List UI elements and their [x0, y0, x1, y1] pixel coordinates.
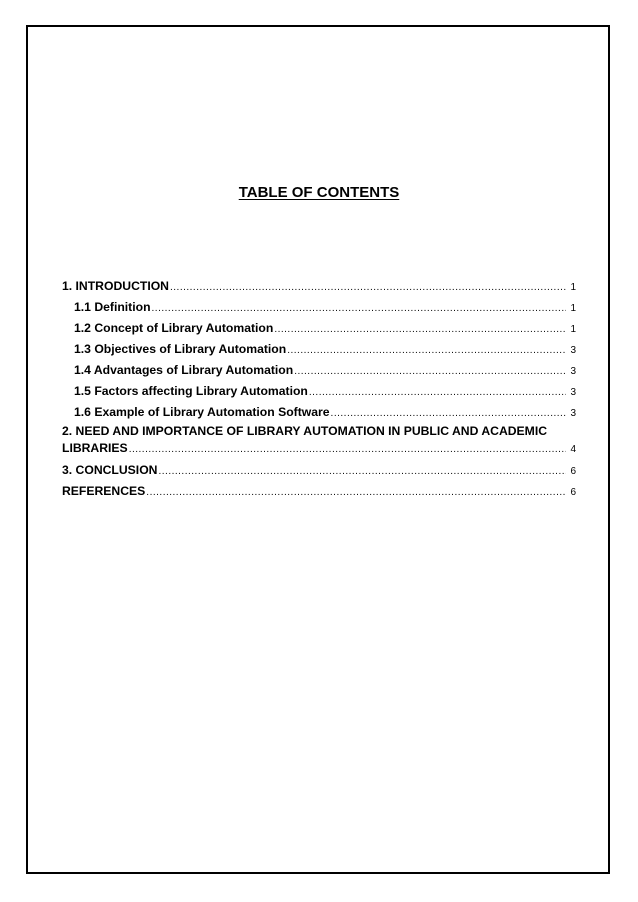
toc-page-number: 3 — [570, 387, 576, 398]
toc-entry-label: 1.1 Definition — [74, 300, 151, 314]
toc-entry-need-and-importance[interactable] — [62, 423, 576, 457]
toc-entry-references[interactable] — [62, 481, 576, 502]
table-of-contents — [62, 276, 576, 502]
dot-leader — [129, 441, 566, 458]
toc-entry-example-software[interactable] — [62, 402, 576, 423]
toc-page-number: 3 — [570, 345, 576, 356]
dot-leader — [294, 361, 566, 382]
dot-leader — [170, 277, 566, 298]
toc-page-number: 1 — [570, 324, 576, 335]
toc-entry-label: 1.6 Example of Library Automation Software — [74, 405, 330, 419]
toc-page-number: 6 — [570, 487, 576, 498]
toc-page-number: 1 — [570, 303, 576, 314]
toc-entry-objectives[interactable] — [62, 339, 576, 360]
toc-entry-label: 1.3 Objectives of Library Automation — [74, 342, 287, 356]
toc-entry-concept[interactable] — [62, 318, 576, 339]
toc-page-number: 4 — [570, 444, 576, 455]
toc-page-number: 3 — [570, 366, 576, 377]
dot-leader — [158, 461, 566, 482]
toc-entry-label: 1.2 Concept of Library Automation — [74, 321, 274, 335]
toc-entry-label: REFERENCES — [62, 484, 146, 498]
dot-leader — [331, 403, 566, 424]
toc-entry-factors[interactable] — [62, 381, 576, 402]
toc-entry-definition[interactable] — [62, 297, 576, 318]
toc-page-number: 3 — [570, 408, 576, 419]
dot-leader — [152, 298, 566, 319]
toc-entry-label: 1.4 Advantages of Library Automation — [74, 363, 294, 377]
toc-page-number: 1 — [570, 282, 576, 293]
dot-leader — [146, 482, 566, 503]
toc-entry-label: 1.5 Factors affecting Library Automation — [74, 384, 308, 398]
toc-entry-label-line2: LIBRARIES — [62, 441, 128, 455]
toc-entry-label-line1: 2. NEED AND IMPORTANCE OF LIBRARY AUTOMATION IN PUBLIC AND ACADEMIC — [62, 424, 548, 438]
dot-leader — [287, 340, 566, 361]
toc-page-number: 6 — [570, 466, 576, 477]
page-title: TABLE OF CONTENTS — [238, 184, 400, 201]
toc-entry-label: 1. INTRODUCTION — [62, 279, 169, 293]
dot-leader — [274, 319, 566, 340]
toc-entry-advantages[interactable] — [62, 360, 576, 381]
toc-entry-conclusion[interactable] — [62, 460, 576, 481]
dot-leader — [309, 382, 566, 403]
toc-entry-label: 3. CONCLUSION — [62, 463, 158, 477]
toc-entry-introduction[interactable] — [62, 276, 576, 297]
